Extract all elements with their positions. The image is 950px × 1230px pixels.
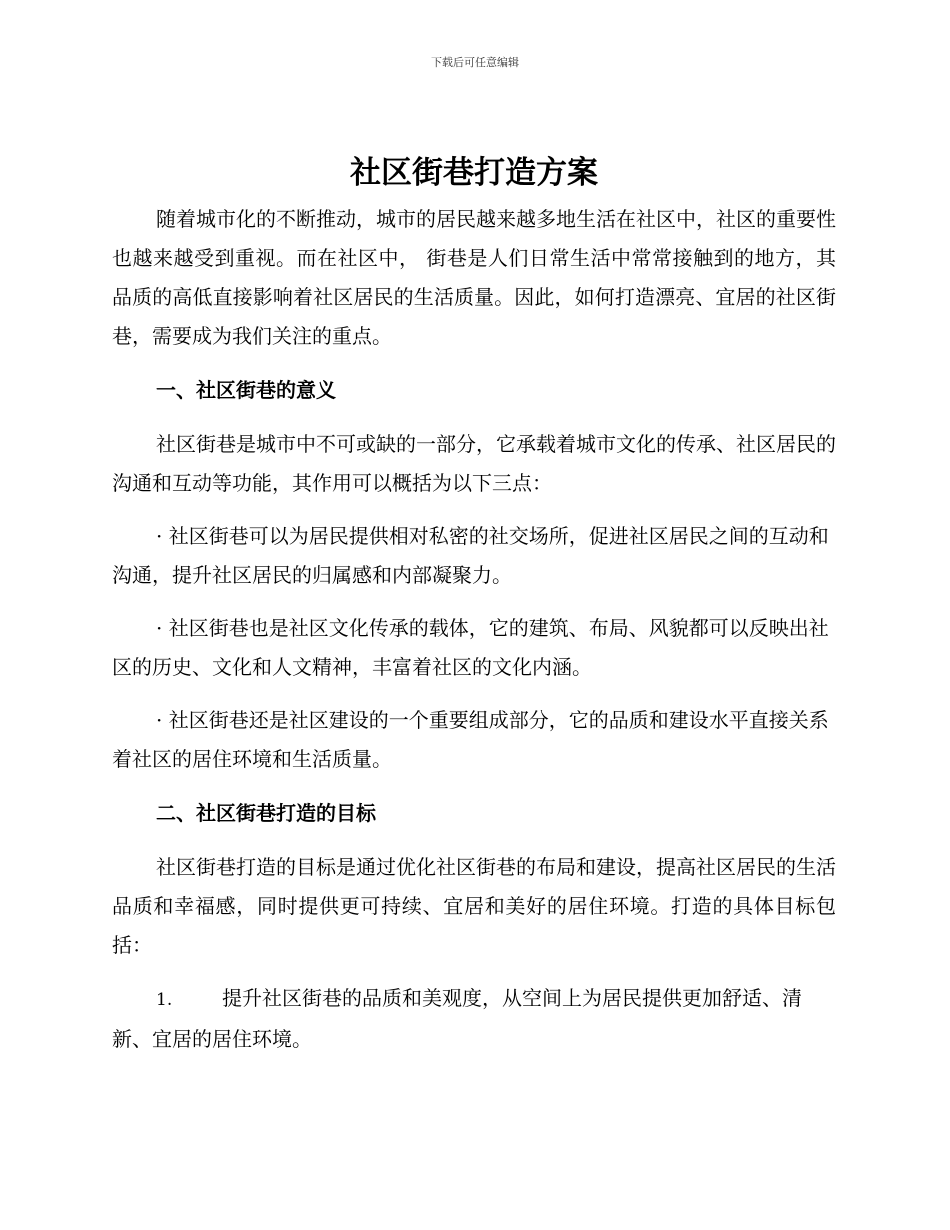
document-title: 社区街巷打造方案 — [350, 155, 598, 191]
item-text: 提升社区街巷的品质和美观度，从空间上为居民提供更加舒适、清新、宜居的居住环境。 — [112, 986, 802, 1051]
bullet-item-2: · 社区街巷也是社区文化传承的载体，它的建筑、布局、风貌都可以反映出社区的历史、文化和人文精神，丰富着社区的文化内涵。 — [112, 616, 829, 679]
item-number: 1. — [156, 990, 173, 1010]
section-1-paragraph: 社区街巷是城市中不可或缺的一部分，它承载着城市文化的传承、社区居民的沟通和互动等功能，其作用可以概括为以下三点： — [112, 432, 836, 495]
bullet-item-1: · 社区街巷可以为居民提供相对私密的社交场所，促进社区居民之间的互动和沟通，提升社区居民的归属感和内部凝聚力。 — [112, 524, 829, 587]
section-2-paragraph: 社区街巷打造的目标是通过优化社区街巷的布局和建设，提高社区居民的生活品质和幸福感，同时提供更可持续、宜居和美好的居住环境。打造的具体目标包括： — [112, 855, 836, 957]
intro-paragraph: 随着城市化的不断推动，城市的居民越来越多地生活在社区中，社区的重要性也越来越受到重视。而在社区中， 街巷是人们日常生活中常常接触到的地方，其品质的高低直接影响着社区居民的生活质量。因此，如何打造漂亮、宜居的社区街巷，需要成为我们关注的重点。 — [112, 207, 836, 348]
section-2-heading: 二、社区街巷打造的目标 — [156, 801, 376, 825]
bullet-item-3: · 社区街巷还是社区建设的一个重要组成部分，它的品质和建设水平直接关系着社区的居住环境和生活质量。 — [112, 708, 829, 771]
section-1-heading: 一、社区街巷的意义 — [156, 378, 336, 402]
header-note: 下载后可任意编辑 — [431, 56, 519, 69]
numbered-item-1 — [112, 979, 836, 1059]
document-body — [112, 148, 836, 1059]
